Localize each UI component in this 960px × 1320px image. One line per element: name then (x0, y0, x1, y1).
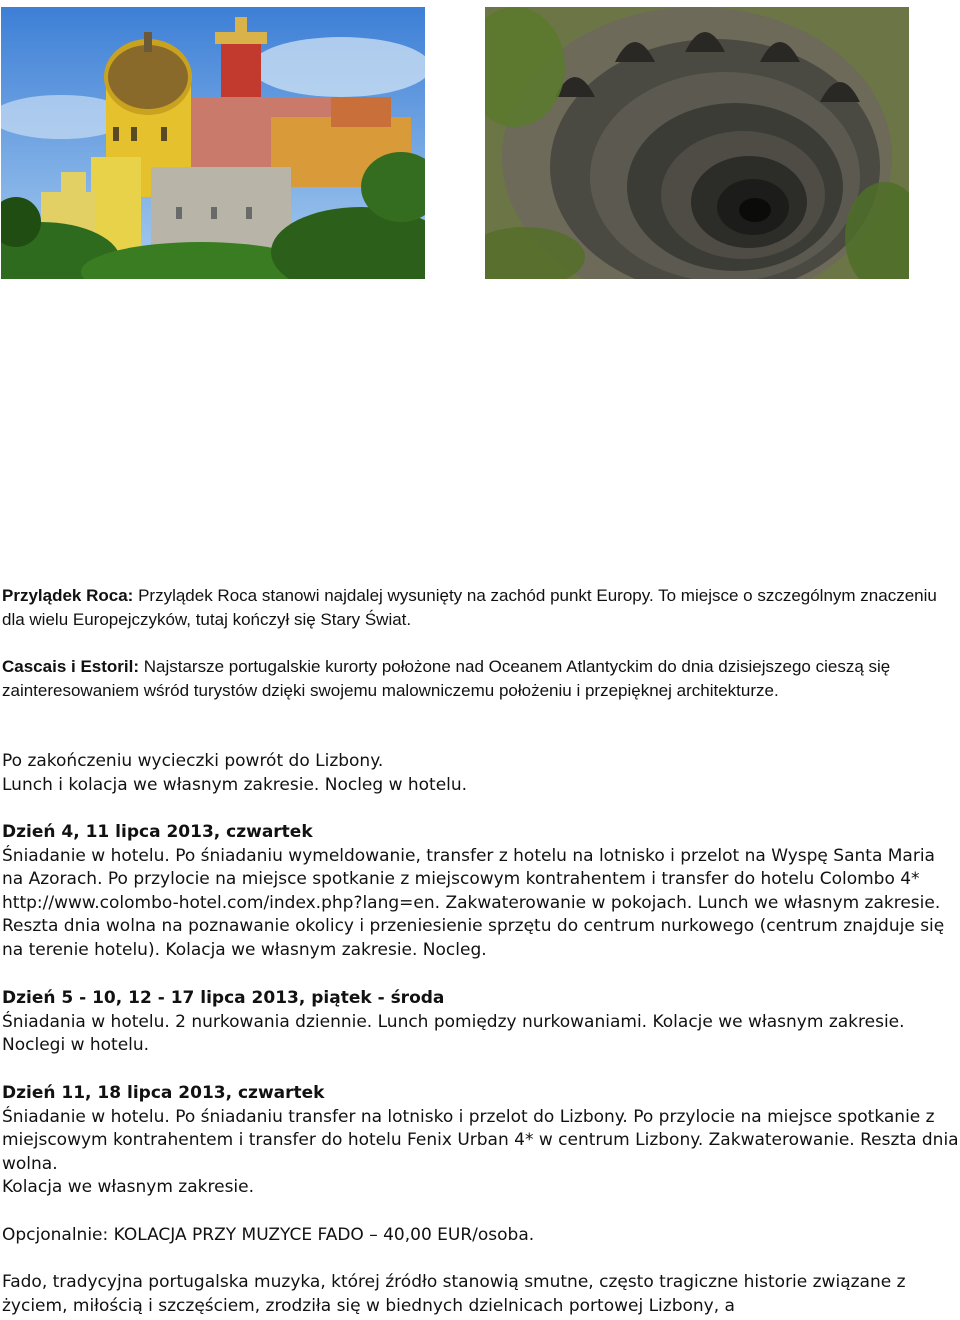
day4-heading: Dzień 4, 11 lipca 2013, czwartek (2, 822, 313, 842)
cascais-heading: Cascais i Estoril: (2, 657, 140, 676)
optional-text: Opcjonalnie: KOLACJA PRZY MUZYCE FADO – 40,00 EUR/osoba. (2, 1225, 535, 1245)
day5-heading: Dzień 5 - 10, 12 - 17 lipca 2013, piątek - środa (2, 988, 445, 1008)
fado-text: Fado, tradycyjna portugalska muzyka, której źródło stanowią smutne, często tragiczne historie związane z życiem, miłością i szczęściem, zrodziła się w biednych dzielnicach portowej Lizbony, a (2, 1272, 906, 1316)
day5-section (2, 987, 960, 1058)
fado-paragraph (2, 1271, 960, 1318)
cape-roca-heading: Przylądek Roca: (2, 586, 134, 605)
cascais-text: Najstarsze portugalskie kurorty położone nad Oceanem Atlantyckim do dnia dzisiejszego cieszą się zainteresowaniem wśród turystów dzięki swojemu malowniczemu położeniu i przepięknej architekturze. (2, 657, 891, 700)
pena-palace-photo (1, 7, 425, 279)
return-paragraph (2, 750, 960, 797)
meals-line: Lunch i kolacja we własnym zakresie. Nocleg w hotelu. (2, 774, 468, 795)
initiation-well-photo (485, 7, 909, 279)
cascais-paragraph (2, 655, 960, 702)
day5-text: Śniadania w hotelu. 2 nurkowania dziennie. Lunch pomiędzy nurkowaniami. Kolacje we własnym zakresie. Noclegi w hotelu. (2, 1011, 905, 1055)
return-line: Po zakończeniu wycieczki powrót do Lizbony. (2, 751, 384, 771)
cape-roca-text: Przylądek Roca stanowi najdalej wysunięty na zachód punkt Europy. To miejsce o szczególnym znaczeniu dla wielu Europejczyków, tutaj kończył się Stary Świat. (2, 586, 937, 629)
day11-text: Śniadanie w hotelu. Po śniadaniu transfer na lotnisko i przelot do Lizbony. Po przylocie na miejsce spotkanie z miejscowym kontrahentem i transfer do hotelu Fenix Urban 4* w centrum Lizbony. Zakwaterowanie. Reszta dnia wolna. (2, 1106, 959, 1174)
day11-dinner: Kolacja we własnym zakresie. (2, 1177, 255, 1197)
day11-section (2, 1082, 960, 1200)
day11-heading: Dzień 11, 18 lipca 2013, czwartek (2, 1083, 325, 1103)
day4-text: Śniadanie w hotelu. Po śniadaniu wymeldowanie, transfer z hotelu na lotnisko i przelot na Wyspę Santa Maria na Azorach. Po przylocie na miejsce spotkanie z miejscowym kontrahentem i transfer do hotelu Colombo 4* http://www.colombo-hotel.com/index.php?lang=en. Zakwaterowanie w pokojach. Lunch we własnym zakresie. Reszta dnia wolna na poznawanie okolicy i przeniesienie sprzętu do centrum nurkowego (centrum znajduje się na terenie hotelu). Kolacja we własnym zakresie. Nocleg. (2, 845, 945, 960)
optional-paragraph (2, 1224, 960, 1248)
day4-section (2, 821, 960, 962)
cape-roca-paragraph (2, 584, 960, 631)
